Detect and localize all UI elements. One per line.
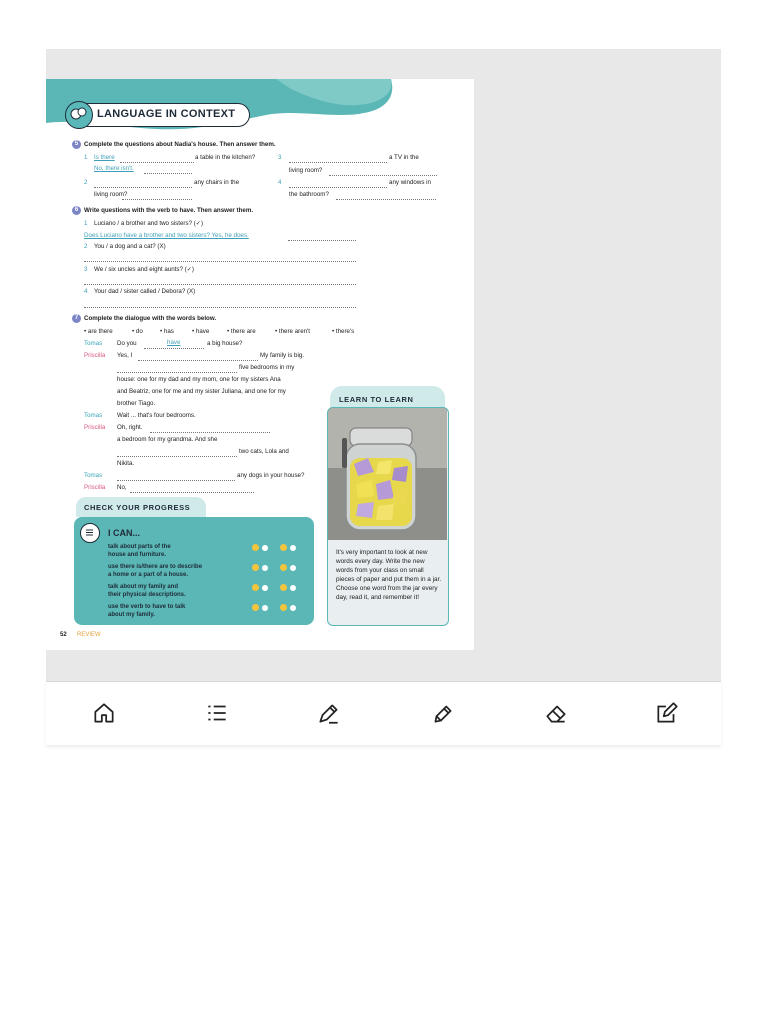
bottom-toolbar [46, 681, 721, 745]
section-title-pill [66, 103, 250, 127]
ex6-item3-text: We / six uncles and eight aunts? (✓) [94, 266, 194, 273]
word-bank-item: • there aren't [275, 328, 310, 335]
ican-item-line2: house and furniture. [108, 551, 167, 558]
checklist-icon [80, 523, 100, 543]
answer-line[interactable] [130, 491, 254, 493]
answer-line[interactable] [84, 306, 356, 308]
neutral-face-icon [280, 544, 287, 551]
answer-line[interactable] [336, 198, 436, 200]
dialogue-text: house: one for my dad and my mom, one for my sisters Ana [117, 376, 281, 383]
rating-radio[interactable] [290, 545, 296, 551]
ican-item-line1: talk about parts of the [108, 544, 171, 550]
answer-line[interactable] [117, 479, 235, 481]
word-bank-item: • do [132, 328, 143, 335]
word-bank-item: • there's [332, 328, 355, 335]
jar-photo [328, 408, 447, 540]
eraser-tool-button[interactable] [543, 700, 569, 726]
ican-item [108, 564, 202, 579]
ex5-item3-num: 3 [278, 154, 282, 161]
exercise-5-instruction: Complete the questions about Nadia's house. Then answer them. [84, 141, 276, 148]
ican-item-line2: a home or a part of a house. [108, 571, 189, 578]
neutral-face-icon [280, 604, 287, 611]
ex5-item1-num: 1 [84, 154, 88, 161]
dialogue-text: Nikita. [117, 460, 135, 467]
answer-line[interactable] [150, 431, 270, 433]
ex6-item4-text: Your dad / sister called / Debora? (X) [94, 288, 196, 295]
word-bank-item: • have [192, 328, 210, 335]
ex5-item2-text2: living room? [94, 191, 128, 198]
home-button[interactable] [91, 700, 117, 726]
contents-button[interactable] [204, 700, 230, 726]
page-number: 52 [60, 632, 67, 638]
answer-line[interactable] [144, 172, 192, 174]
dialogue-text: five bedrooms in my [239, 364, 295, 371]
exercise-5-badge: 5 [72, 140, 81, 149]
speaker-tomas: Tomas [84, 412, 103, 419]
answer-line[interactable] [84, 283, 356, 285]
word-bank-item: • there are [227, 328, 256, 335]
dialogue-text: any dogs in your house? [237, 472, 305, 479]
ican-title: I CAN... [108, 528, 141, 538]
dialogue-text: Oh, right. [117, 424, 143, 431]
answer-line[interactable] [144, 347, 204, 349]
ex5-item1-text: a table in the kitchen? [195, 154, 256, 161]
ex5-item4-text: any windows in [389, 179, 431, 186]
ican-item [108, 584, 186, 599]
rating-radio[interactable] [262, 545, 268, 551]
answer-line[interactable] [138, 359, 258, 361]
dialogue-text: two cats, Lola and [239, 448, 289, 455]
rating-radio[interactable] [262, 605, 268, 611]
rating-radio[interactable] [262, 565, 268, 571]
answer-line[interactable] [117, 371, 237, 373]
ican-item-line1: use there is/there are to describe [108, 564, 203, 570]
ex6-item2-text: You / a dog and a cat? (X) [94, 243, 166, 250]
dialogue-text: My family is big. [260, 352, 305, 359]
ex6-item1-num: 1 [84, 220, 88, 227]
eraser-icon [543, 700, 569, 726]
dialogue-answer: have [167, 339, 181, 346]
answer-line[interactable] [289, 186, 387, 188]
learn-title: LEARN TO LEARN [339, 395, 414, 404]
chat-bubbles-icon [65, 101, 93, 129]
speaker-priscilla: Priscilla [84, 484, 106, 491]
answer-line[interactable] [120, 161, 194, 163]
ex6-item2-num: 2 [84, 243, 88, 250]
ex6-item4-num: 4 [84, 288, 88, 295]
highlighter-icon [430, 700, 456, 726]
speaker-priscilla: Priscilla [84, 424, 106, 431]
word-bank-item: • has [160, 328, 174, 335]
ex5-item4-text2: the bathroom? [289, 191, 329, 198]
answer-line[interactable] [288, 239, 356, 241]
ex5-item4-num: 4 [278, 179, 282, 186]
ican-item-line2: about my family. [108, 611, 155, 618]
word-bank-item: • are there [84, 328, 113, 335]
smiley-face-icon [252, 604, 259, 611]
dialogue-text: Wait ... that's four bedrooms. [117, 412, 196, 419]
rating-radio[interactable] [290, 585, 296, 591]
answer-line[interactable] [122, 198, 192, 200]
answer-line[interactable] [329, 174, 437, 176]
progress-title: CHECK YOUR PROGRESS [84, 503, 191, 512]
section-title: LANGUAGE IN CONTEXT [97, 108, 236, 120]
smiley-face-icon [252, 584, 259, 591]
list-icon [204, 700, 230, 726]
exercise-6-instruction: Write questions with the verb to have. Then answer them. [84, 207, 254, 214]
answer-line[interactable] [84, 260, 356, 262]
pen-icon [316, 700, 342, 726]
answer-line[interactable] [94, 186, 192, 188]
edit-note-icon [654, 700, 680, 726]
ican-item-line1: talk about my family and [108, 584, 179, 590]
rating-radio[interactable] [290, 565, 296, 571]
ex5-item2-text: any chairs in the [194, 179, 240, 186]
dialogue-text: a big house? [207, 340, 243, 347]
dialogue-text: No, [117, 484, 127, 491]
answer-line[interactable] [289, 161, 387, 163]
ican-item-line1: use the verb to have to talk [108, 604, 186, 610]
ican-item [108, 544, 171, 559]
ex5-item2-num: 2 [84, 179, 88, 186]
rating-radio[interactable] [290, 605, 296, 611]
notes-button[interactable] [654, 700, 680, 726]
home-icon [91, 700, 117, 726]
ex5-item3-text: a TV in the [389, 154, 419, 161]
ex6-item1-answer: Does Luciano have a brother and two sisters? Yes, he does. [84, 232, 249, 239]
dialogue-text: Do you [117, 340, 137, 347]
ex5-item1-answer2: No, there isn't. [94, 165, 134, 172]
dialogue-text: brother Tiago. [117, 400, 156, 407]
rating-radio[interactable] [262, 585, 268, 591]
exercise-6-badge: 6 [72, 206, 81, 215]
ex5-item1-answer: Is there [94, 154, 115, 161]
speaker-tomas: Tomas [84, 340, 103, 347]
learn-text: It's very important to look at new words every day. Write the new words from your class on small pieces of paper and put them in a jar. Choose one word from the jar every day, read it, and remember it! [336, 549, 442, 601]
dialogue-text: and Beatriz, one for me and my sister Juliana, and one for my [117, 388, 286, 395]
speaker-tomas: Tomas [84, 472, 103, 479]
smiley-face-icon [252, 564, 259, 571]
exercise-7-badge: 7 [72, 314, 81, 323]
speaker-priscilla: Priscilla [84, 352, 106, 359]
smiley-face-icon [252, 544, 259, 551]
ican-item-line2: their physical descriptions. [108, 591, 186, 598]
ex6-item3-num: 3 [84, 266, 88, 273]
answer-line[interactable] [117, 455, 237, 457]
learn-panel [327, 407, 449, 626]
neutral-face-icon [280, 564, 287, 571]
ex5-item3-text2: living room? [289, 167, 323, 174]
ican-item [108, 604, 185, 619]
textbook-page [46, 79, 474, 650]
neutral-face-icon [280, 584, 287, 591]
exercise-7-instruction: Complete the dialogue with the words below. [84, 315, 217, 322]
dialogue-text: a bedroom for my grandma. And she [117, 436, 218, 443]
dialogue-text: Yes, I [117, 352, 133, 359]
pen-tool-button[interactable] [316, 700, 342, 726]
ex6-item1-text: Luciano / a brother and two sisters? (✓) [94, 220, 204, 227]
highlighter-tool-button[interactable] [430, 700, 456, 726]
section-label: REVIEW [77, 632, 101, 638]
